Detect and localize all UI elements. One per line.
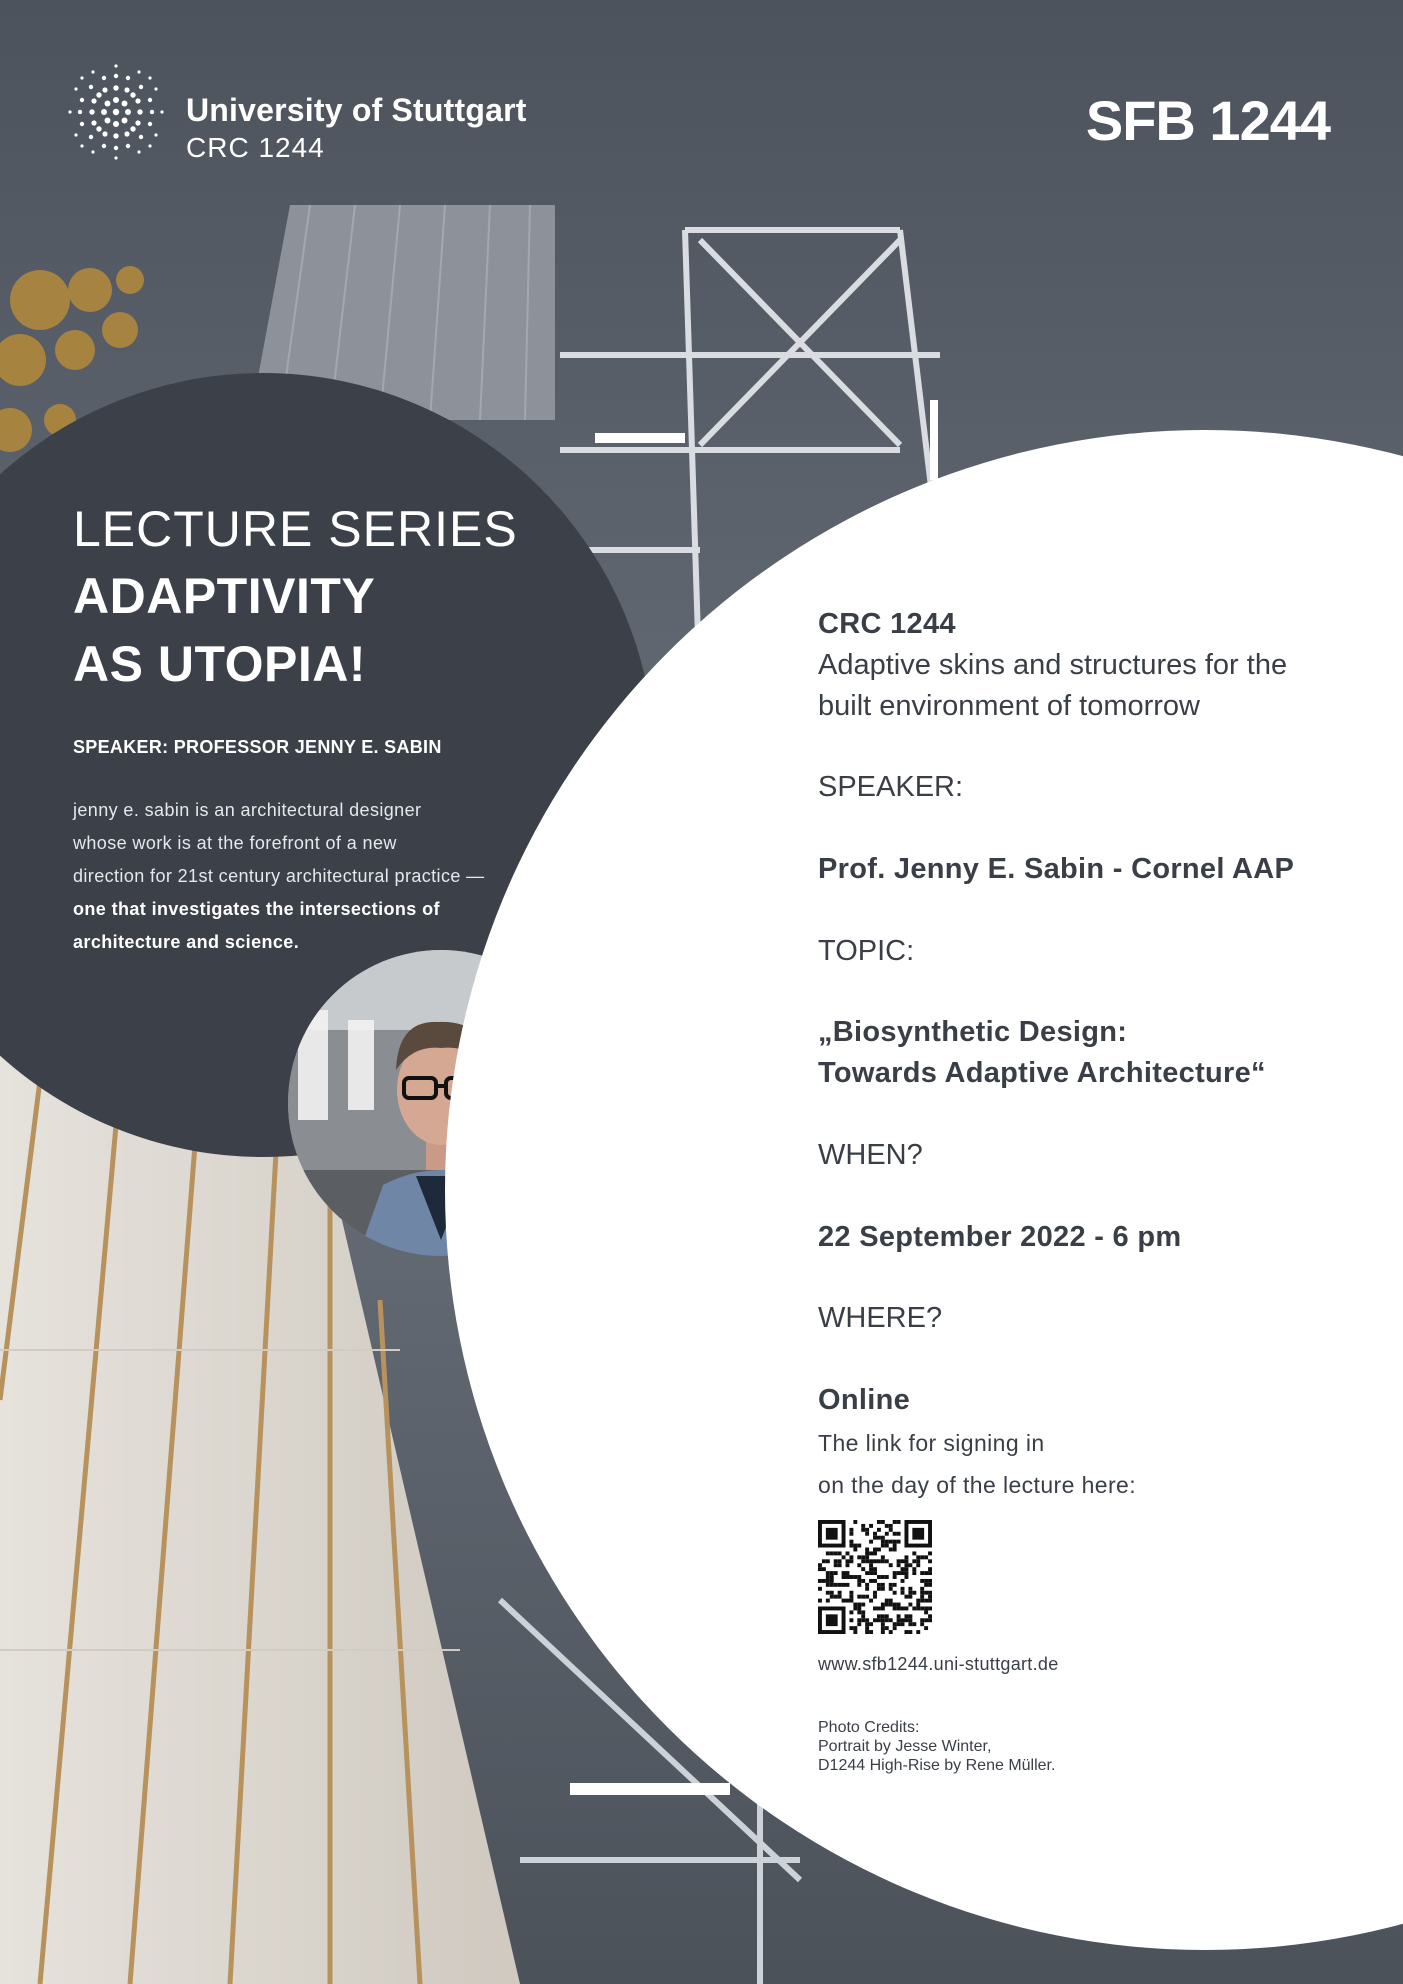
topic-label: TOPIC: xyxy=(818,935,915,967)
where-label: WHERE? xyxy=(818,1302,943,1334)
bio-line: architecture and science. xyxy=(73,932,300,952)
website-link[interactable]: www.sfb1244.uni-stuttgart.de xyxy=(818,1654,1059,1674)
credits-line: D1244 High-Rise by Rene Müller. xyxy=(818,1757,1056,1774)
topic-line1: „Biosynthetic Design: xyxy=(818,1016,1128,1048)
series-title xyxy=(73,562,633,698)
credits-line: Portrait by Jesse Winter, xyxy=(818,1738,992,1755)
university-crc: CRC 1244 xyxy=(186,132,325,163)
photo-credits xyxy=(818,1718,1055,1775)
where-value: Online xyxy=(818,1384,911,1416)
topic-line2: Towards Adaptive Architecture“ xyxy=(818,1057,1266,1089)
series-kicker: LECTURE SERIES xyxy=(73,501,518,557)
series-title-line1: ADAPTIVITY xyxy=(73,568,376,624)
sfb-logo: SFB 1244 xyxy=(1085,89,1330,152)
link-text-line2: on the day of the lecture here: xyxy=(818,1472,1136,1498)
intro-speaker-label: SPEAKER: PROFESSOR JENNY E. SABIN xyxy=(73,737,442,757)
when-value: 22 September 2022 - 6 pm xyxy=(818,1221,1182,1253)
crc-heading: CRC 1244 xyxy=(818,608,956,640)
university-name: University of Stuttgart xyxy=(186,92,527,128)
crc-description-line2: built environment of tomorrow xyxy=(818,690,1200,722)
bio-line: whose work is at the forefront of a new xyxy=(73,833,397,853)
series-title-line2: AS UTOPIA! xyxy=(73,636,366,692)
link-text-line1: The link for signing in xyxy=(818,1430,1045,1456)
speaker-label: SPEAKER: xyxy=(818,771,964,803)
speaker-name: Prof. Jenny E. Sabin - Cornel AAP xyxy=(818,853,1295,885)
bio-line: one that investigates the intersections of xyxy=(73,899,440,919)
qr-code-icon[interactable] xyxy=(818,1520,932,1634)
credits-line: Photo Credits: xyxy=(818,1719,920,1736)
when-label: WHEN? xyxy=(818,1139,923,1171)
university-logo-icon xyxy=(68,64,164,160)
bio-line: direction for 21st century architectural practice — xyxy=(73,866,485,886)
crc-description-line1: Adaptive skins and structures for the xyxy=(818,649,1288,681)
bio-line: jenny e. sabin is an architectural designer xyxy=(73,800,422,820)
